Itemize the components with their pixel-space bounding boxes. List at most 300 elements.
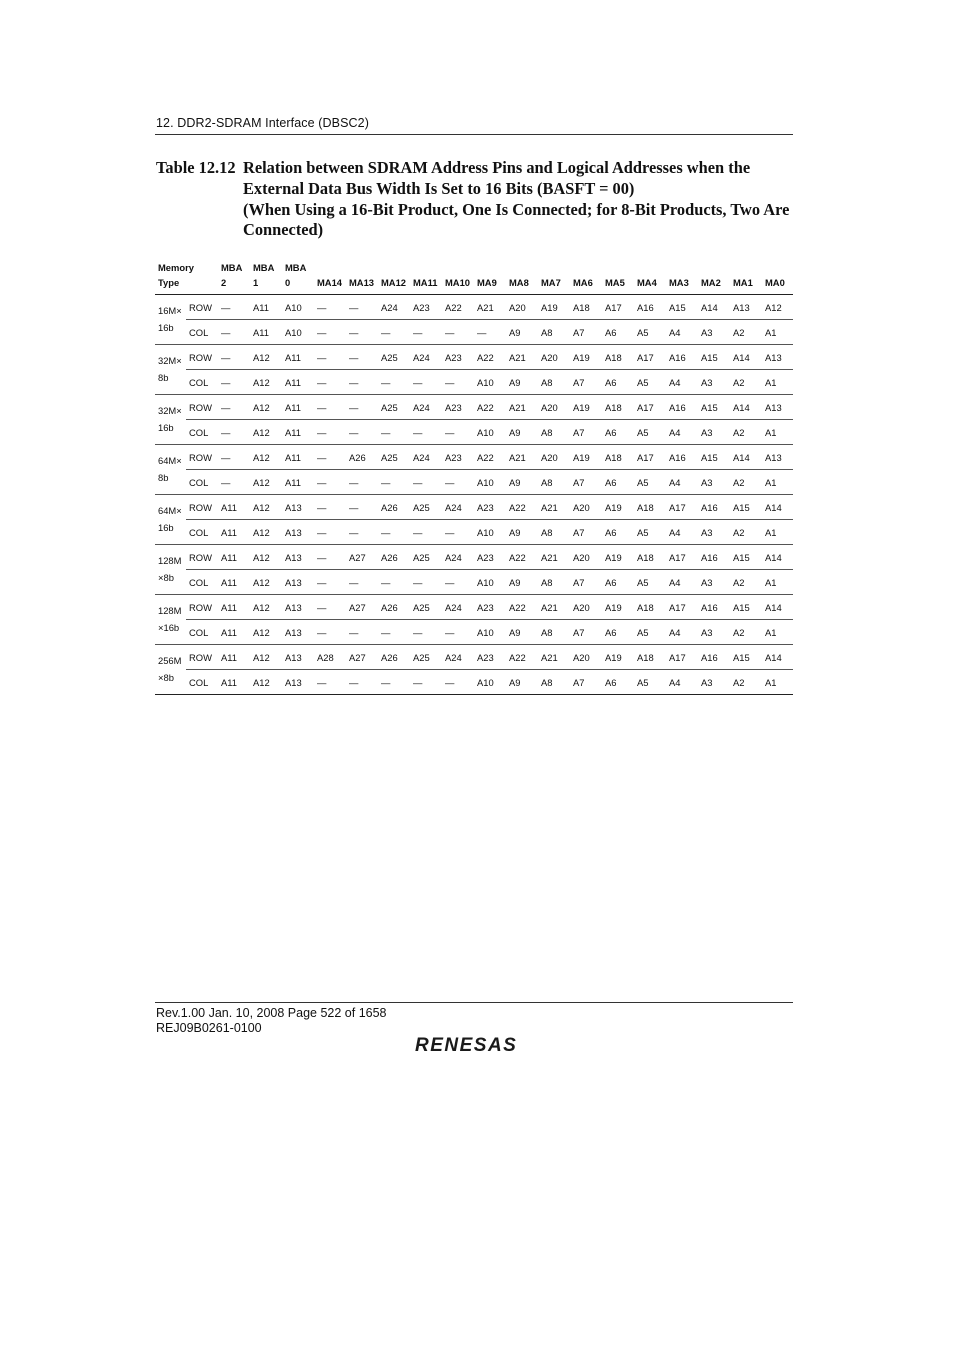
address-cell: A5 <box>634 570 666 595</box>
column-header-line <box>509 260 538 275</box>
address-cell: A14 <box>730 445 762 470</box>
address-cell: — <box>378 620 410 645</box>
column-header-line: MA4 <box>637 277 657 288</box>
address-cell: A13 <box>762 345 793 370</box>
address-cell: A4 <box>666 520 698 545</box>
address-cell: A11 <box>218 620 250 645</box>
address-cell: A27 <box>346 645 378 670</box>
column-header-line: MA13 <box>349 277 375 288</box>
address-kind-cell: COL <box>186 520 218 545</box>
address-cell: — <box>218 295 250 320</box>
address-cell: A17 <box>634 395 666 420</box>
column-header-line <box>381 260 410 275</box>
address-cell: A15 <box>730 545 762 570</box>
column-header-line <box>701 260 730 275</box>
address-cell: — <box>442 470 474 495</box>
table-row-row <box>155 395 793 420</box>
table-row-col <box>155 570 793 595</box>
address-cell: — <box>378 470 410 495</box>
table-row-col <box>155 470 793 495</box>
address-cell: — <box>378 320 410 345</box>
address-cell: A26 <box>378 595 410 620</box>
address-cell: A25 <box>410 595 442 620</box>
address-cell: A23 <box>474 545 506 570</box>
address-cell: A22 <box>506 545 538 570</box>
address-cell: A14 <box>762 645 793 670</box>
address-cell: — <box>314 345 346 370</box>
address-cell: A14 <box>730 395 762 420</box>
column-header-line <box>541 260 570 275</box>
address-cell: — <box>314 445 346 470</box>
address-kind-cell: COL <box>186 320 218 345</box>
address-cell: A10 <box>474 570 506 595</box>
address-cell: — <box>346 370 378 395</box>
address-cell: — <box>346 570 378 595</box>
address-kind-cell: ROW <box>186 545 218 570</box>
address-cell: A6 <box>602 620 634 645</box>
address-cell: A8 <box>538 520 570 545</box>
address-cell: — <box>442 620 474 645</box>
address-cell: — <box>442 520 474 545</box>
address-cell: A18 <box>602 345 634 370</box>
address-cell: A9 <box>506 320 538 345</box>
address-cell: A10 <box>474 470 506 495</box>
address-cell: A6 <box>602 570 634 595</box>
address-cell: — <box>410 320 442 345</box>
address-cell: A20 <box>570 595 602 620</box>
address-cell: A9 <box>506 370 538 395</box>
address-cell: A17 <box>634 345 666 370</box>
address-cell: A13 <box>762 445 793 470</box>
address-cell: — <box>442 320 474 345</box>
address-cell: — <box>378 670 410 695</box>
address-cell: A21 <box>506 445 538 470</box>
address-cell: A12 <box>250 470 282 495</box>
address-cell: — <box>378 420 410 445</box>
address-cell: A1 <box>762 620 793 645</box>
address-cell: — <box>442 670 474 695</box>
address-cell: A20 <box>506 295 538 320</box>
address-kind-cell: COL <box>186 570 218 595</box>
address-cell: A23 <box>474 645 506 670</box>
address-kind-cell: ROW <box>186 495 218 520</box>
address-kind-cell: ROW <box>186 445 218 470</box>
address-cell: A21 <box>506 395 538 420</box>
memory-type-line: ×8b <box>158 572 174 583</box>
address-cell: A19 <box>538 295 570 320</box>
column-header <box>314 256 346 295</box>
address-cell: A12 <box>250 370 282 395</box>
address-cell: A7 <box>570 420 602 445</box>
address-cell: A4 <box>666 670 698 695</box>
address-kind-cell: COL <box>186 370 218 395</box>
address-cell: A20 <box>538 395 570 420</box>
memory-type-line: 32M× <box>158 405 182 416</box>
column-header <box>474 256 506 295</box>
address-cell: A14 <box>698 295 730 320</box>
address-cell: A2 <box>730 620 762 645</box>
memory-type-line: 8b <box>158 472 169 483</box>
address-cell: A13 <box>282 545 314 570</box>
address-cell: A2 <box>730 420 762 445</box>
address-cell: A7 <box>570 570 602 595</box>
address-cell: A9 <box>506 420 538 445</box>
address-cell: A10 <box>282 295 314 320</box>
address-cell: A3 <box>698 620 730 645</box>
revision-info: Rev.1.00 Jan. 10, 2008 Page 522 of 1658 <box>156 1006 387 1020</box>
address-cell: A12 <box>250 595 282 620</box>
address-cell: A7 <box>570 370 602 395</box>
address-cell: A18 <box>602 395 634 420</box>
column-header-line <box>445 260 474 275</box>
column-header-line <box>605 260 634 275</box>
address-cell: — <box>410 370 442 395</box>
address-cell: A21 <box>538 595 570 620</box>
address-cell: A20 <box>570 645 602 670</box>
column-header <box>634 256 666 295</box>
address-cell: A2 <box>730 570 762 595</box>
address-cell: A14 <box>762 495 793 520</box>
address-cell: A6 <box>602 370 634 395</box>
column-header-line <box>413 260 442 275</box>
address-cell: A20 <box>570 545 602 570</box>
column-header <box>155 256 194 295</box>
address-cell: A18 <box>602 445 634 470</box>
memory-type-line: 32M× <box>158 355 182 366</box>
address-cell: A10 <box>474 620 506 645</box>
address-cell: A4 <box>666 470 698 495</box>
address-cell: A5 <box>634 320 666 345</box>
address-cell: A26 <box>346 445 378 470</box>
address-cell: A7 <box>570 470 602 495</box>
address-cell: A11 <box>250 295 282 320</box>
address-cell: A12 <box>250 395 282 420</box>
address-cell: — <box>218 370 250 395</box>
address-cell: A3 <box>698 470 730 495</box>
address-cell: A11 <box>218 495 250 520</box>
caption-line: External Data Bus Width Is Set to 16 Bits (BASFT = 00) <box>243 178 635 198</box>
memory-type-cell <box>155 545 186 595</box>
address-cell: A18 <box>634 595 666 620</box>
address-cell: A10 <box>474 420 506 445</box>
address-cell: — <box>378 370 410 395</box>
footer-divider <box>155 1002 793 1003</box>
address-cell: — <box>314 320 346 345</box>
address-cell: A16 <box>666 395 698 420</box>
column-header-line <box>573 260 602 275</box>
address-cell: A12 <box>250 645 282 670</box>
address-cell: A10 <box>474 370 506 395</box>
address-cell: A8 <box>538 570 570 595</box>
address-cell: A21 <box>538 645 570 670</box>
address-cell: A5 <box>634 370 666 395</box>
address-cell: A5 <box>634 520 666 545</box>
memory-type-line: 8b <box>158 372 169 383</box>
address-cell: A6 <box>602 470 634 495</box>
address-cell: A12 <box>250 570 282 595</box>
address-cell: A13 <box>282 570 314 595</box>
column-header-line <box>733 260 762 275</box>
address-cell: A10 <box>474 670 506 695</box>
address-cell: — <box>314 595 346 620</box>
address-cell: A14 <box>762 545 793 570</box>
address-cell: A3 <box>698 670 730 695</box>
column-header <box>186 256 218 295</box>
address-cell: A7 <box>570 520 602 545</box>
address-cell: A13 <box>730 295 762 320</box>
column-header-line: MA6 <box>573 277 593 288</box>
address-cell: A25 <box>378 345 410 370</box>
address-cell: — <box>410 570 442 595</box>
caption-line: Connected) <box>243 220 324 240</box>
address-cell: — <box>314 620 346 645</box>
address-cell: A4 <box>666 320 698 345</box>
address-cell: A19 <box>570 345 602 370</box>
address-cell: A12 <box>250 620 282 645</box>
address-cell: A7 <box>570 620 602 645</box>
address-cell: A16 <box>634 295 666 320</box>
memory-type-line: 16b <box>158 522 174 533</box>
column-header-line: 0 <box>285 277 291 288</box>
address-cell: A24 <box>410 445 442 470</box>
column-header-line: MA0 <box>765 277 785 288</box>
memory-type-line: ×16b <box>158 622 180 633</box>
address-cell: A15 <box>730 595 762 620</box>
column-header-line: MA7 <box>541 277 561 288</box>
address-cell: A18 <box>634 495 666 520</box>
address-cell: A19 <box>602 495 634 520</box>
address-cell: A13 <box>762 395 793 420</box>
address-cell: — <box>218 320 250 345</box>
address-cell: — <box>442 420 474 445</box>
address-cell: A26 <box>378 645 410 670</box>
memory-type-line: 64M× <box>158 455 182 466</box>
address-cell: A8 <box>538 470 570 495</box>
address-cell: A5 <box>634 470 666 495</box>
address-cell: — <box>314 495 346 520</box>
address-cell: A25 <box>378 395 410 420</box>
column-header <box>250 256 282 295</box>
address-cell: — <box>314 370 346 395</box>
address-cell: — <box>314 420 346 445</box>
address-cell: — <box>442 570 474 595</box>
table-row-col <box>155 320 793 345</box>
caption-line: Relation between SDRAM Address Pins and Logical Addresses when the <box>243 158 751 177</box>
address-cell: A18 <box>634 545 666 570</box>
address-cell: A21 <box>538 545 570 570</box>
column-header-line: MA8 <box>509 277 529 288</box>
address-cell: A9 <box>506 620 538 645</box>
address-cell: A1 <box>762 670 793 695</box>
address-cell: — <box>346 320 378 345</box>
address-cell: A8 <box>538 670 570 695</box>
address-cell: A21 <box>474 295 506 320</box>
column-header-line: MBA <box>285 262 307 273</box>
address-cell: A23 <box>410 295 442 320</box>
address-cell: A17 <box>634 445 666 470</box>
address-cell: A11 <box>282 395 314 420</box>
address-cell: — <box>410 420 442 445</box>
address-cell: A20 <box>538 445 570 470</box>
address-cell: — <box>346 520 378 545</box>
address-cell: A8 <box>538 620 570 645</box>
address-cell: — <box>410 620 442 645</box>
address-cell: A4 <box>666 420 698 445</box>
address-cell: A28 <box>314 645 346 670</box>
column-header-line <box>349 260 378 275</box>
caption-line: (When Using a 16-Bit Product, One Is Connected; for 8-Bit Products, Two Are <box>243 199 790 219</box>
address-kind-cell: ROW <box>186 395 218 420</box>
memory-type-cell <box>155 295 186 345</box>
address-cell: A16 <box>666 445 698 470</box>
address-cell: A3 <box>698 570 730 595</box>
address-kind-cell: ROW <box>186 295 218 320</box>
address-cell: — <box>314 520 346 545</box>
address-cell: A12 <box>762 295 793 320</box>
address-cell: — <box>346 470 378 495</box>
column-header <box>730 256 762 295</box>
column-header <box>666 256 698 295</box>
column-header <box>442 256 474 295</box>
address-cell: — <box>218 470 250 495</box>
address-kind-cell: COL <box>186 620 218 645</box>
address-cell: — <box>218 395 250 420</box>
column-header-line: MA1 <box>733 277 753 288</box>
address-cell: A2 <box>730 370 762 395</box>
address-cell: A21 <box>506 345 538 370</box>
address-cell: A13 <box>282 595 314 620</box>
address-cell: A11 <box>218 670 250 695</box>
address-cell: — <box>410 470 442 495</box>
logo-wordmark: RENESAS <box>415 1035 518 1056</box>
address-cell: A13 <box>282 495 314 520</box>
address-cell: A14 <box>762 595 793 620</box>
address-cell: A16 <box>698 645 730 670</box>
table-row-col <box>155 520 793 545</box>
address-cell: A25 <box>410 545 442 570</box>
address-cell: A22 <box>506 495 538 520</box>
address-cell: A1 <box>762 520 793 545</box>
address-cell: A17 <box>666 645 698 670</box>
address-cell: A13 <box>282 520 314 545</box>
column-header-line: Memory <box>158 262 194 273</box>
address-cell: A12 <box>250 520 282 545</box>
address-cell: A16 <box>698 495 730 520</box>
address-cell: A20 <box>538 345 570 370</box>
address-cell: A15 <box>698 445 730 470</box>
address-cell: A11 <box>282 345 314 370</box>
column-header-line: MBA <box>221 262 243 273</box>
address-cell: A16 <box>666 345 698 370</box>
address-cell: A15 <box>730 645 762 670</box>
address-kind-cell: COL <box>186 670 218 695</box>
address-cell: A17 <box>666 545 698 570</box>
address-cell: A6 <box>602 670 634 695</box>
address-cell: — <box>218 445 250 470</box>
address-cell: A22 <box>474 395 506 420</box>
address-cell: A26 <box>378 495 410 520</box>
address-cell: A25 <box>410 495 442 520</box>
table-row-col <box>155 620 793 645</box>
address-cell: — <box>314 395 346 420</box>
table-row-row <box>155 345 793 370</box>
address-cell: A19 <box>602 595 634 620</box>
address-cell: A24 <box>410 345 442 370</box>
address-cell: A21 <box>538 495 570 520</box>
address-cell: A14 <box>730 345 762 370</box>
address-cell: A9 <box>506 670 538 695</box>
address-cell: A3 <box>698 420 730 445</box>
address-cell: — <box>346 295 378 320</box>
address-cell: — <box>378 570 410 595</box>
address-cell: A11 <box>282 370 314 395</box>
memory-type-cell <box>155 345 186 395</box>
address-cell: A18 <box>634 645 666 670</box>
address-cell: A24 <box>410 395 442 420</box>
address-cell: A24 <box>378 295 410 320</box>
running-header: 12. DDR2-SDRAM Interface (DBSC2) <box>156 116 369 130</box>
address-cell: A11 <box>218 645 250 670</box>
column-header-line <box>765 260 793 275</box>
table-header-row <box>155 256 793 295</box>
address-cell: A20 <box>570 495 602 520</box>
column-header-line <box>637 260 666 275</box>
address-cell: — <box>474 320 506 345</box>
column-header <box>506 256 538 295</box>
address-cell: — <box>346 670 378 695</box>
address-cell: A3 <box>698 370 730 395</box>
address-cell: A13 <box>282 645 314 670</box>
column-header-line <box>317 260 346 275</box>
column-header-line <box>669 260 698 275</box>
address-cell: A2 <box>730 520 762 545</box>
address-cell: A9 <box>506 520 538 545</box>
address-cell: A5 <box>634 420 666 445</box>
address-cell: A12 <box>250 495 282 520</box>
address-cell: — <box>314 470 346 495</box>
address-cell: — <box>346 395 378 420</box>
address-cell: A1 <box>762 570 793 595</box>
address-cell: A11 <box>218 520 250 545</box>
memory-type-line: 16b <box>158 422 174 433</box>
address-cell: A9 <box>506 470 538 495</box>
column-header <box>410 256 442 295</box>
address-cell: A11 <box>250 320 282 345</box>
column-header <box>570 256 602 295</box>
address-cell: A15 <box>730 495 762 520</box>
address-cell: A8 <box>538 370 570 395</box>
address-kind-cell: COL <box>186 470 218 495</box>
address-cell: — <box>410 520 442 545</box>
memory-type-cell <box>155 395 186 445</box>
address-cell: — <box>378 520 410 545</box>
address-cell: A12 <box>250 545 282 570</box>
address-cell: A13 <box>282 670 314 695</box>
address-cell: A16 <box>698 545 730 570</box>
column-header-line: MA14 <box>317 277 343 288</box>
address-cell: — <box>314 295 346 320</box>
address-cell: A12 <box>250 670 282 695</box>
address-cell: A12 <box>250 420 282 445</box>
column-header-line: MA10 <box>445 277 471 288</box>
column-header-line <box>189 275 218 290</box>
address-cell: A12 <box>250 345 282 370</box>
address-cell: A19 <box>570 395 602 420</box>
table-row-row <box>155 445 793 470</box>
address-cell: A2 <box>730 320 762 345</box>
address-cell: A19 <box>602 645 634 670</box>
address-cell: A23 <box>474 595 506 620</box>
